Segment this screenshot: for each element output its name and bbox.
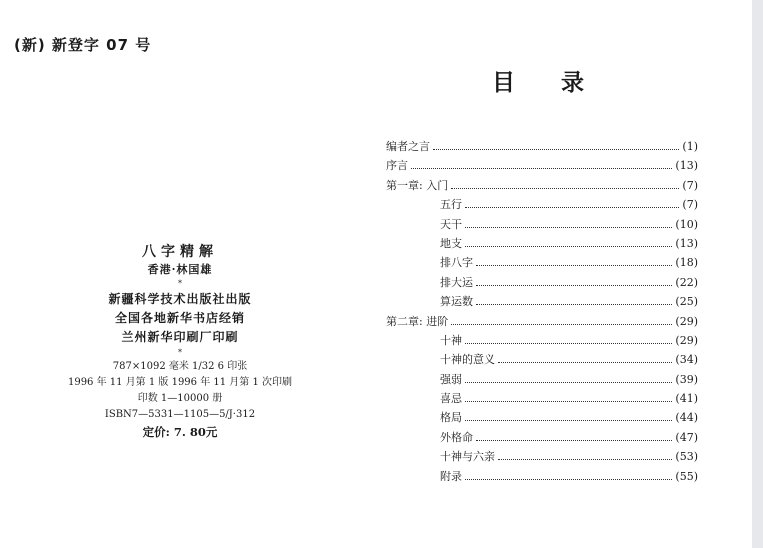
toc-entry-label: 编者之言 [386, 140, 430, 153]
toc-entry-label: 外格命 [440, 430, 473, 444]
publisher-line-2: 全国各地新华书店经销 [114, 311, 245, 325]
toc-entry-page: (55) [675, 469, 698, 483]
toc-entry [386, 235, 698, 254]
toc-entry-page: (22) [675, 275, 698, 289]
toc-dot-leader [465, 472, 672, 480]
toc-dot-leader [433, 142, 679, 150]
colophon [30, 242, 330, 441]
toc-entry-label: 地支 [440, 236, 462, 250]
toc-entry [386, 429, 698, 448]
price: 定价: 7. 80元 [142, 425, 218, 439]
registration-number: (新) 新登字 07 号 [14, 36, 152, 54]
toc-entry-label: 强弱 [440, 372, 462, 386]
toc-entry-page: (1) [682, 140, 698, 153]
toc-dot-leader [465, 336, 672, 344]
toc-entry-label: 第一章: 入门 [386, 178, 449, 192]
toc-entry [386, 254, 698, 273]
toc-entry [386, 216, 698, 235]
toc-entry [386, 448, 698, 467]
toc-entry-label: 排八字 [440, 256, 473, 270]
toc-dot-leader [411, 161, 672, 169]
toc-entry [386, 293, 698, 312]
toc-entry [386, 138, 698, 157]
toc-entry-label: 十神 [440, 333, 462, 347]
toc-entry-page: (53) [675, 450, 698, 464]
toc-entry [386, 390, 698, 409]
toc-entry-label: 喜忌 [440, 392, 462, 406]
toc-entry-label: 排大运 [440, 275, 473, 289]
toc-dot-leader [465, 375, 672, 383]
toc-entry [386, 196, 698, 215]
copyright-page [0, 0, 380, 548]
spec-edition: 1996 年 11 月第 1 版 1996 年 11 月第 1 次印刷 [67, 377, 293, 388]
toc-entry-page: (47) [675, 430, 698, 444]
publisher-line-1: 新疆科学技术出版社出版 [108, 292, 252, 306]
toc-entry-label: 算运数 [440, 295, 473, 309]
toc-entry-label: 十神与六亲 [440, 450, 495, 464]
toc-entry-label: 格局 [440, 411, 462, 425]
toc-entry-page: (29) [675, 333, 698, 347]
publisher-line-3: 兰州新华印刷厂印刷 [121, 330, 239, 344]
toc-entry [386, 157, 698, 176]
toc-dot-leader [476, 278, 672, 286]
toc-dot-leader [451, 317, 672, 325]
toc-entry-page: (34) [675, 353, 698, 367]
toc-entry-page: (29) [675, 314, 698, 328]
toc-entry-page: (13) [675, 159, 698, 173]
toc-entry [386, 274, 698, 293]
toc-dot-leader [476, 297, 672, 305]
toc-dot-leader [465, 220, 672, 228]
toc-entry-page: (7) [682, 178, 698, 192]
toc-dot-leader [451, 181, 679, 189]
toc-entry-page: (39) [675, 372, 698, 386]
separator-star: * [178, 348, 182, 357]
book-title: 八字精解 [142, 244, 218, 260]
toc-entry-label: 附录 [440, 469, 462, 483]
separator-star: * [178, 279, 182, 288]
toc-entry-label: 序言 [386, 159, 408, 173]
toc-entry-label: 五行 [440, 198, 462, 212]
spec-print-run: 印数 1—10000 册 [137, 393, 223, 404]
author-line: 香港·林国雄 [147, 263, 213, 276]
toc-entry [386, 468, 698, 487]
toc-dot-leader [498, 452, 672, 460]
toc-entry [386, 332, 698, 351]
toc-dot-leader [476, 433, 672, 441]
toc-entry [386, 351, 698, 370]
toc-entry-page: (44) [675, 411, 698, 425]
toc-entry-page: (18) [675, 256, 698, 270]
toc-dot-leader [465, 413, 672, 421]
toc-entry [386, 313, 698, 332]
toc-entry-page: (7) [682, 198, 698, 212]
toc-dot-leader [498, 355, 672, 363]
toc-entry-label: 第二章: 进阶 [386, 314, 449, 328]
spec-isbn: ISBN7—5331—1105—5/J·312 [104, 409, 256, 420]
toc-entry-page: (13) [675, 236, 698, 250]
toc-dot-leader [465, 239, 672, 247]
toc-dot-leader [465, 394, 672, 402]
toc-entry-label: 十神的意义 [440, 353, 495, 367]
toc-entry-label: 天干 [440, 217, 462, 231]
toc-entry [386, 371, 698, 390]
toc-entry [386, 409, 698, 428]
toc-dot-leader [476, 258, 672, 266]
spec-format: 787×1092 毫米 1/32 6 印张 [112, 361, 248, 372]
toc-entry [386, 177, 698, 196]
table-of-contents [386, 138, 698, 487]
toc-title: 目录 [492, 70, 630, 96]
toc-entry-page: (25) [675, 295, 698, 309]
toc-entry-page: (41) [675, 392, 698, 406]
toc-entry-page: (10) [675, 217, 698, 231]
viewer-edge [752, 0, 763, 548]
toc-dot-leader [465, 200, 679, 208]
